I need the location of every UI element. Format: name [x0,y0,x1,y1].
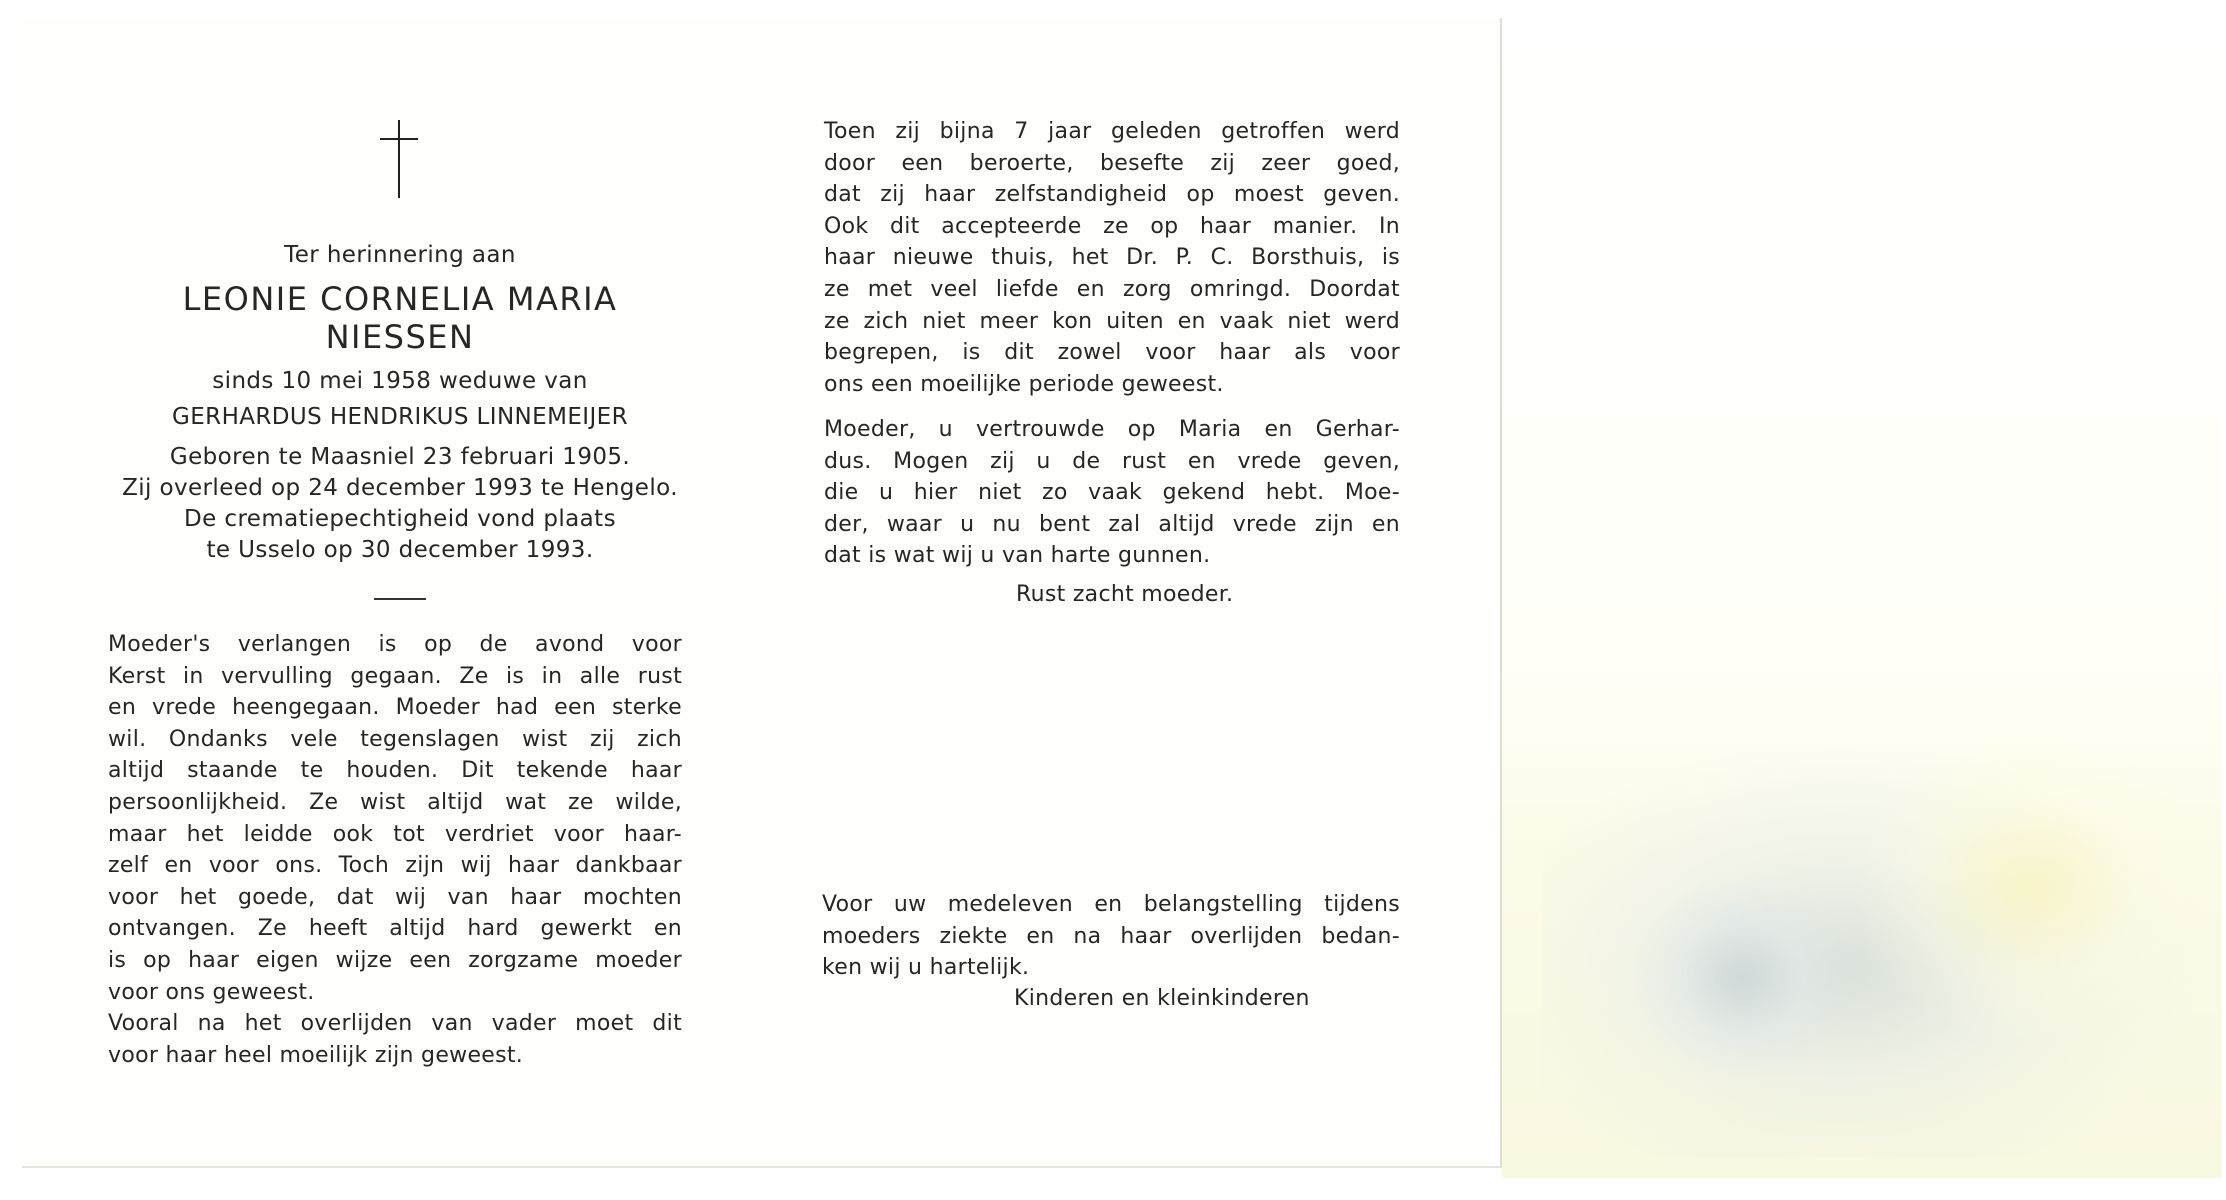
cremation-line-1: De crematiepechtigheid vond plaats [184,506,616,532]
memorial-card-cover [1502,18,2222,1178]
text-line: Moeder's verlangen is op de avond voor [108,632,682,657]
deceased-name-line2: NIESSEN [325,318,475,356]
text-line: maar het leidde ook tot verdriet voor haar- [108,821,682,847]
text-line: begrepen, is dit zowel voor haar als voor [824,340,1400,366]
text-line: persoonlijkheid. Ze wist altijd wat ze wilde, [108,789,682,815]
text-line: ze met veel liefde en zorg omringd. Doordat [824,276,1400,302]
intro-text: Ter herinnering aan [284,242,516,268]
text-line: Vooral na het overlijden van vader moet dit [108,1011,682,1037]
widow-line: sinds 10 mei 1958 weduwe van [212,368,588,394]
text-line: haar nieuwe thuis, het Dr. P. C. Borsthuis, is [824,245,1400,271]
text-line: Toen zij bijna 7 jaar geleden getroffen werd [824,119,1400,144]
text-line: ontvangen. Ze heeft altijd hard gewerkt en [108,916,682,942]
text-line: dus. Mogen zij u de rust en vrede geven, [824,448,1400,474]
divider [374,598,426,600]
text-line: door een beroerte, besefte zij zeer goed, [824,150,1400,176]
birth-line: Geboren te Maasniel 23 februari 1905. [169,444,631,470]
right-paragraph-2 [824,414,1400,572]
text-line: ze zich niet meer kon uiten en vaak niet werd [824,308,1400,334]
embossed-rose-icon [1632,878,1852,1078]
text-line: ken wij u hartelijk. [822,955,1030,981]
text-line: wil. Ondanks vele tegenslagen wist zij zich [108,726,682,752]
text-line: der, waar u nu bent zal altijd vrede zijn en [824,511,1400,537]
signature: Kinderen en kleinkinderen [1014,986,1310,1011]
text-line: voor het goede, dat wij van haar mochten [108,884,682,910]
text-line: voor ons geweest. [108,979,315,1005]
text-line: dat is wat wij u van harte gunnen. [824,543,1211,569]
text-line: Moeder, u vertrouwde op Maria en Gerhar- [824,417,1400,442]
cross-icon [380,120,418,198]
husband-name: GERHARDUS HENDRIKUS LINNEMEIJER [172,404,628,430]
deceased-name-line1: LEONIE CORNELIA MARIA [182,280,618,318]
text-line: altijd staande te houden. Dit tekende haar [108,758,682,784]
text-line: moeders ziekte en na haar overlijden bedan- [822,923,1400,949]
right-paragraph-1 [824,116,1400,400]
text-line: is op haar eigen wijze een zorgzame moeder [108,947,682,973]
text-line: en vrede heengegaan. Moeder had een sterke [108,695,682,721]
text-line: Ook dit accepteerde ze op haar manier. In [824,213,1400,239]
cremation-line-2: te Usselo op 30 december 1993. [206,537,594,563]
left-paragraph [108,629,682,1071]
closing-line: Rust zacht moeder. [1016,582,1234,607]
text-line: zelf en voor ons. Toch zijn wij haar dankbaar [108,853,682,879]
text-line: Voor uw medeleven en belangstelling tijdens [822,892,1400,917]
text-line: die u hier niet zo vaak gekend hebt. Moe- [824,480,1400,506]
text-line: dat zij haar zelfstandigheid op moest geven. [824,182,1400,208]
thanks-paragraph [822,889,1400,984]
text-line: voor haar heel moeilijk zijn geweest. [108,1042,524,1068]
cover-yellow-tint [1862,738,2202,1038]
text-line: ons een moeilijke periode geweest. [824,371,1224,397]
text-line: Kerst in vervulling gegaan. Ze is in alle rust [108,663,682,689]
death-line: Zij overleed op 24 december 1993 te Hengelo. [122,475,678,501]
